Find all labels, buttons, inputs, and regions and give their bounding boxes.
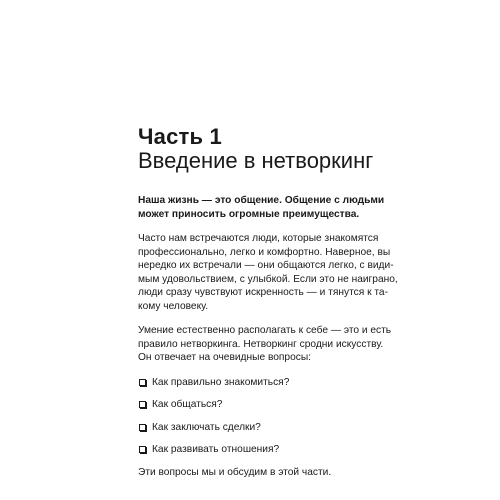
paragraph-line: Умение естественно располагать к себе — это и есть — [138, 325, 392, 336]
question-text: Как правильно знакомиться? — [152, 376, 290, 388]
page-content — [138, 194, 398, 479]
question-item — [138, 421, 366, 435]
part-title: Введение в нетворкинг — [138, 148, 374, 173]
question-item — [138, 443, 366, 457]
body-paragraph-2 — [138, 324, 392, 365]
question-list — [138, 376, 366, 457]
paragraph-line: Часто нам встречаются люди, которые знакомятся — [138, 233, 379, 244]
checkbox-square-icon — [139, 401, 146, 408]
part-number: Часть 1 — [138, 124, 222, 149]
checkbox-square-icon — [139, 379, 146, 386]
lead-paragraph — [138, 194, 385, 221]
lead-line: может приносить огромные преимущества. — [138, 208, 360, 220]
question-text: Как заключать сделки? — [152, 421, 261, 433]
lead-line: Наша жизнь — это общение. Общение с людьми — [138, 195, 385, 206]
checkbox-square-icon — [139, 424, 146, 431]
paragraph-line: кому человеку. — [138, 300, 209, 312]
paragraph-line: правило нетворкинга. Нетворкинг сродни искусству. — [138, 338, 384, 350]
closing-paragraph: Эти вопросы мы и обсудим в этой части. — [138, 466, 332, 478]
checkbox-square-icon — [139, 446, 146, 453]
paragraph-line: мым удовольствием, с улыбкой. Если это не наиграно, — [138, 273, 398, 285]
question-item — [138, 376, 366, 390]
paragraph-line: профессионально, легко и комфортно. Наверное, вы — [138, 246, 391, 258]
paragraph-line: Он отвечает на очевидные вопросы: — [138, 352, 311, 363]
question-text: Как общаться? — [152, 399, 223, 410]
question-text: Как развивать отношения? — [152, 444, 280, 455]
paragraph-line: люди сразу чувствуют искренность — и тянутся к та- — [138, 287, 388, 298]
paragraph-line: нередко их встречали — они общаются легко, с види- — [138, 260, 394, 271]
question-item — [138, 398, 366, 412]
body-paragraph-1 — [138, 232, 398, 313]
